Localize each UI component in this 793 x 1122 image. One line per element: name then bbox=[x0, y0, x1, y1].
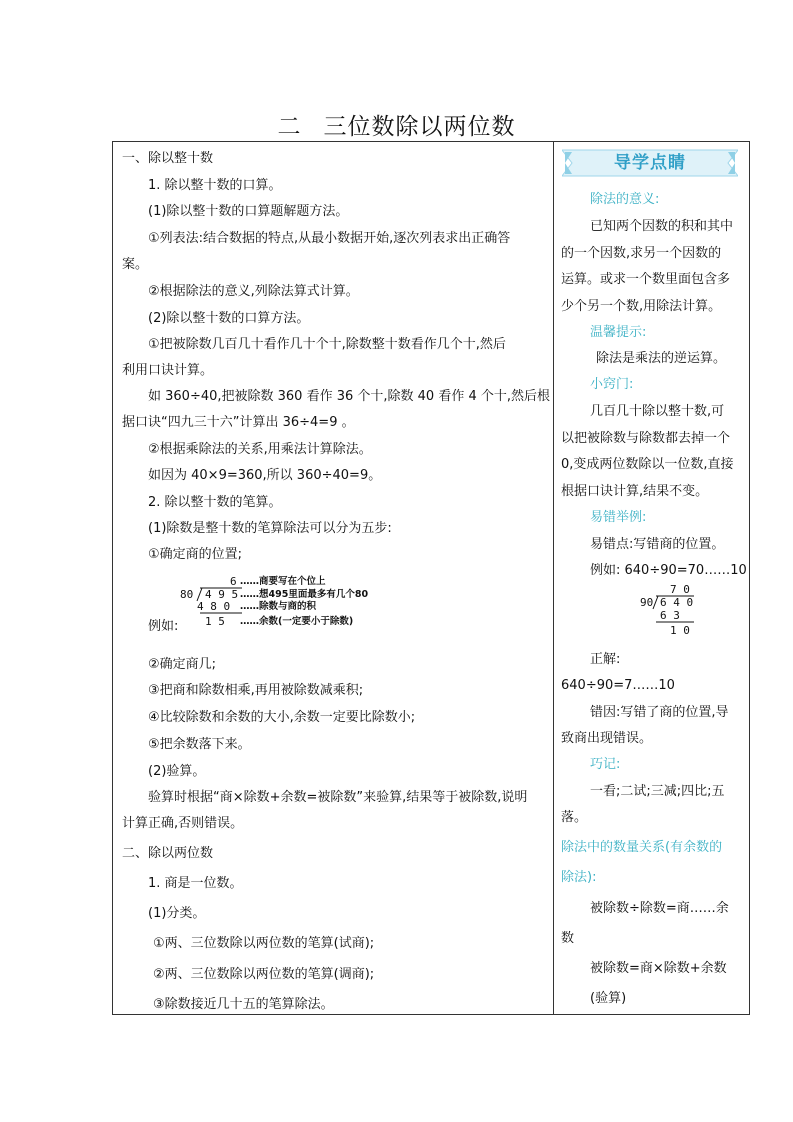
subheading: 1. 除以整十数的口算。 bbox=[148, 178, 282, 193]
wrong-division-example bbox=[640, 584, 710, 640]
text-line: (2)验算。 bbox=[148, 764, 206, 779]
subheading: 1. 商是一位数。 bbox=[148, 876, 243, 891]
banner-title: 导学点睛 bbox=[614, 153, 686, 173]
text-line: (1)除以整十数的口算题解题方法。 bbox=[148, 204, 349, 219]
chapter-title: 三位数除以两位数 bbox=[323, 114, 516, 140]
section-heading: 二、除以两位数 bbox=[122, 846, 214, 861]
text-line: ②根据乘除法的关系,用乘法计算除法。 bbox=[148, 442, 372, 457]
tip-line: 错因:写错了商的位置,导 bbox=[590, 705, 729, 720]
tip-line: 致商出现错误。 bbox=[561, 731, 653, 746]
tip-line: 一看;二试;三减;四比;五 bbox=[590, 784, 725, 799]
divisor: 90 bbox=[640, 596, 654, 609]
remainder-note: ……余数(一定要小于除数) bbox=[240, 616, 354, 627]
tip-line: 0,变成两位数除以一位数,直接 bbox=[561, 457, 734, 472]
tip-heading: 除法中的数量关系(有余数的 bbox=[561, 840, 723, 855]
tip-line: 少个另一个数,用除法计算。 bbox=[561, 299, 722, 314]
tip-line: 运算。或求一个数里面包含多 bbox=[561, 272, 731, 287]
product-note: ……除数与商的积 bbox=[240, 601, 317, 612]
tip-line: 已知两个因数的积和其中 bbox=[590, 219, 734, 234]
tip-line: 被除数÷除数=商……余 bbox=[590, 901, 729, 916]
remainder: 1 0 bbox=[670, 624, 690, 637]
tip-line: 根据口诀计算,结果不变。 bbox=[561, 484, 709, 499]
text-line: 验算时根据“商×除数+余数=被除数”来验算,结果等于被除数,说明 bbox=[148, 790, 528, 805]
text-line: (1)除数是整十数的笔算除法可以分为五步: bbox=[148, 521, 392, 536]
subheading: 2. 除以整十数的笔算。 bbox=[148, 495, 282, 510]
tip-line: 几百几十除以整十数,可 bbox=[590, 404, 725, 419]
tip-heading: 除法的意义: bbox=[590, 192, 660, 207]
example-label: 例如: bbox=[148, 619, 179, 634]
quotient: 7 0 bbox=[670, 583, 690, 596]
text-line: ①确定商的位置; bbox=[148, 547, 243, 562]
tip-heading: 巧记: bbox=[590, 757, 621, 772]
step-line: ⑤把余数落下来。 bbox=[148, 737, 251, 752]
dividend-note: ……想495里面最多有几个80 bbox=[240, 589, 369, 600]
text-line: ①列表法:结合数据的特点,从最小数据开始,逐次列表求出正确答 bbox=[148, 231, 511, 246]
text-line: ①两、三位数除以两位数的笔算(试商); bbox=[153, 936, 375, 951]
tip-line: 的一个因数,求另一个因数的 bbox=[561, 246, 722, 261]
step-line: ②确定商几; bbox=[148, 657, 217, 672]
tip-line: (验算) bbox=[590, 991, 627, 1006]
tip-line: 数 bbox=[561, 931, 575, 946]
dividend: 4 9 5 bbox=[205, 588, 239, 601]
quotient-note: ……商要写在个位上 bbox=[240, 576, 326, 587]
tip-heading: 温馨提示: bbox=[590, 325, 647, 340]
tip-line: 例如: 640÷90=70……10 bbox=[590, 563, 747, 578]
text-line: 利用口诀计算。 bbox=[122, 363, 214, 378]
tip-line: 被除数=商×除数+余数 bbox=[590, 961, 727, 976]
tip-line: 以把被除数与除数都去掉一个 bbox=[561, 431, 731, 446]
text-line: 案。 bbox=[122, 257, 149, 272]
divisor: 80 bbox=[180, 588, 194, 601]
text-line: (1)分类。 bbox=[148, 906, 206, 921]
text-line: 如因为 40×9=360,所以 360÷40=9。 bbox=[148, 468, 382, 483]
page-title bbox=[0, 108, 793, 141]
tip-line: 落。 bbox=[561, 810, 588, 825]
step-line: ③把商和除数相乘,再用被除数减乘积; bbox=[148, 683, 364, 698]
product: 4 8 0 bbox=[197, 600, 231, 613]
tip-heading: 除法): bbox=[561, 870, 597, 885]
text-line: ③除数接近几十五的笔算除法。 bbox=[153, 997, 334, 1012]
chapter-number: 二 bbox=[277, 114, 302, 140]
tip-line: 除法是乘法的逆运算。 bbox=[596, 351, 727, 366]
remainder: 1 5 bbox=[205, 615, 225, 628]
text-line: ②根据除法的意义,列除法算式计算。 bbox=[148, 284, 359, 299]
tip-heading: 小窍门: bbox=[590, 377, 634, 392]
text-line: 计算正确,否则错误。 bbox=[122, 816, 244, 831]
tip-line: 640÷90=7……10 bbox=[561, 678, 675, 693]
section-heading: 一、除以整十数 bbox=[122, 151, 214, 166]
text-line: 如 360÷40,把被除数 360 看作 36 个十,除数 40 看作 4 个十,然后根 bbox=[148, 389, 551, 404]
column-divider bbox=[553, 141, 554, 1015]
text-line: ①把被除数几百几十看作几十个十,除数整十数看作几个十,然后 bbox=[148, 337, 506, 352]
text-line: (2)除以整十数的口算方法。 bbox=[148, 311, 310, 326]
text-line: ②两、三位数除以两位数的笔算(调商); bbox=[153, 967, 375, 982]
quotient: 6 bbox=[230, 575, 237, 588]
long-division-example bbox=[178, 576, 398, 634]
step-line: ④比较除数和余数的大小,余数一定要比除数小; bbox=[148, 710, 416, 725]
guide-banner bbox=[562, 148, 738, 178]
product: 6 3 bbox=[660, 609, 680, 622]
tip-heading: 易错举例: bbox=[590, 510, 647, 525]
text-line: 据口诀“四九三十六”计算出 36÷4=9 。 bbox=[122, 415, 355, 430]
tip-line: 易错点:写错商的位置。 bbox=[590, 537, 725, 552]
tip-line: 正解: bbox=[590, 652, 621, 667]
dividend: 6 4 0 bbox=[660, 596, 694, 609]
